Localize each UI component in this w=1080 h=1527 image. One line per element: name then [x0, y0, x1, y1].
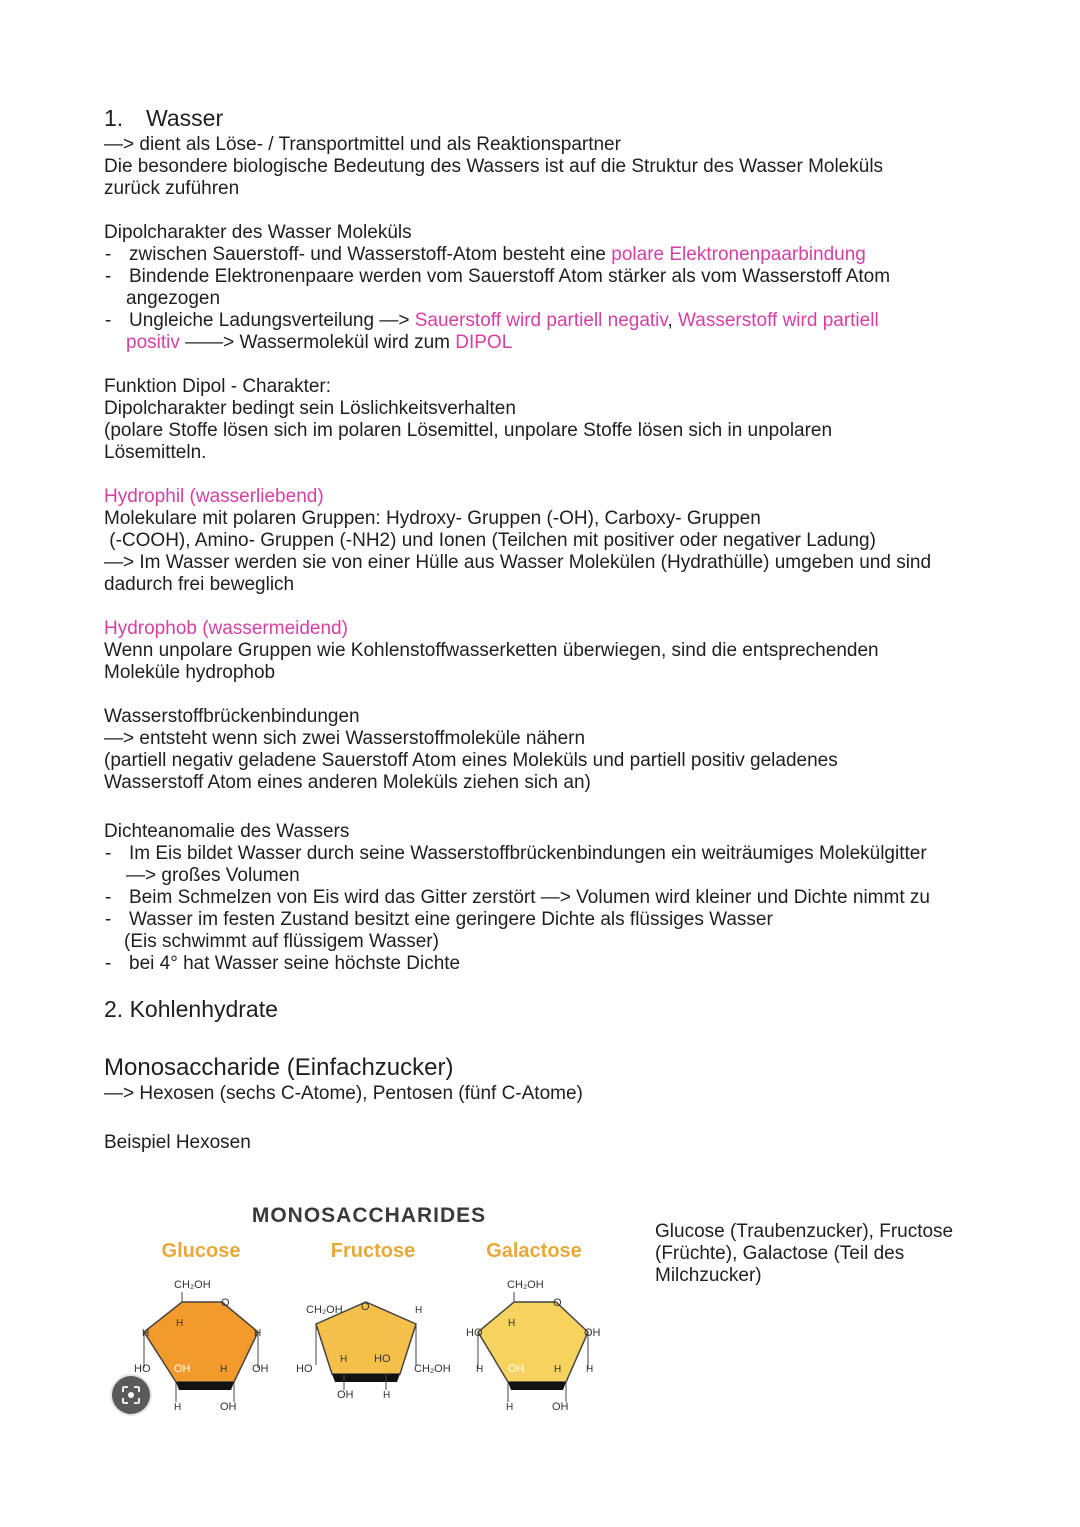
hydrophil-line: —> Im Wasser werden sie von einer Hülle aus Wasser Molekülen (Hydrathülle) umgeben und sind	[104, 552, 932, 573]
section-1-heading	[104, 104, 1004, 132]
bruecken-heading: Wasserstoffbrückenbindungen	[104, 706, 360, 727]
hydrophob-line: Wenn unpolare Gruppen wie Kohlenstoffwasserketten überwiegen, sind die entsprechenden	[104, 640, 879, 661]
document-page	[104, 104, 1004, 1154]
section-2-title: 2. Kohlenhydrate	[104, 996, 278, 1022]
bullet-continuation: —> großes Volumen	[126, 865, 300, 886]
highlight-text: Wasserstoff wird partiell	[678, 310, 879, 331]
monosaccharides-figure	[104, 1190, 624, 1430]
glucose-ring	[144, 1302, 258, 1382]
dipol-bullet-1	[104, 244, 1004, 266]
monosaccharide-line: —> Hexosen (sechs C-Atome), Pentosen (fünf C-Atome)	[104, 1083, 583, 1104]
dipol-bullet-2: - Bindende Elektronenpaare werden vom Sauerstoff Atom stärker als vom Wasserstoff Atom	[104, 266, 1004, 288]
oxygen-label: O	[553, 1297, 562, 1309]
hydrophob-line: Moleküle hydrophob	[104, 662, 276, 683]
hydroxyl-label: OH	[337, 1389, 354, 1401]
hydrogen-label: H	[254, 1328, 262, 1339]
hydrogen-label: H	[340, 1354, 348, 1365]
glucose-label: Glucose	[161, 1240, 241, 1262]
bruecken-line: Wasserstoff Atom eines anderen Moleküls ziehen sich an)	[104, 772, 591, 793]
hydrophil-heading: Hydrophil (wasserliebend)	[104, 486, 324, 507]
lens-search-button[interactable]	[112, 1376, 150, 1414]
hydrogen-label: H	[476, 1364, 484, 1375]
funktion-line: (polare Stoffe lösen sich im polaren Lösemittel, unpolare Stoffe lösen sich in unpolaren	[104, 420, 833, 441]
intro-line: Die besondere biologische Bedeutung des Wassers ist auf die Struktur des Wasser Moleküls	[104, 156, 884, 177]
hydrogen-label: H	[174, 1402, 182, 1413]
ch2oh-label: CH₂OH	[306, 1304, 343, 1316]
caption-line: Glucose (Traubenzucker), Fructose	[655, 1221, 954, 1242]
hydrogen-label: H	[415, 1305, 423, 1316]
funktion-heading: Funktion Dipol - Charakter:	[104, 376, 332, 397]
hydrogen-label: H	[176, 1318, 184, 1329]
hydrogen-label: H	[586, 1364, 594, 1375]
hydroxyl-label: OH	[584, 1327, 601, 1339]
hydrogen-label: H	[508, 1318, 516, 1329]
bullet-continuation	[104, 332, 1004, 354]
bruecken-line: —> entsteht wenn sich zwei Wasserstoffmoleküle nähern	[104, 728, 586, 749]
ch2oh-label: CH₂OH	[174, 1279, 211, 1291]
dichte-bullet-2: - Beim Schmelzen von Eis wird das Gitter zerstört —> Volumen wird kleiner und Dichte nimmt zu	[104, 887, 1004, 909]
section-1-number: 1.	[104, 105, 124, 131]
hydroxyl-label: HO	[466, 1327, 483, 1339]
highlight-text: DIPOL	[455, 332, 513, 353]
hydroxyl-label: HO	[296, 1363, 313, 1375]
hydrophob-heading: Hydrophob (wassermeidend)	[104, 618, 348, 639]
bullet-text: ——> Wassermolekül wird zum	[179, 332, 456, 353]
highlight-text: positiv	[126, 332, 180, 353]
dichte-heading: Dichteanomalie des Wassers	[104, 821, 350, 842]
caption-line: (Früchte), Galactose (Teil des	[655, 1243, 905, 1264]
hydroxyl-label: OH	[252, 1363, 269, 1375]
glucose-ring-edge	[176, 1382, 234, 1390]
oxygen-label: O	[221, 1297, 230, 1309]
monosaccharides-illustration	[104, 1190, 624, 1430]
hydroxyl-label: OH	[174, 1363, 191, 1375]
highlight-text: polare Elektronenpaarbindung	[611, 244, 866, 265]
figure-title: MONOSACCHARIDES	[251, 1204, 487, 1227]
oxygen-label: O	[361, 1301, 370, 1313]
bullet-text: zwischen Sauerstoff- und Wasserstoff-Atom besteht eine	[129, 244, 612, 265]
ch2oh-label: CH₂OH	[414, 1363, 451, 1375]
caption-line: Milchzucker)	[655, 1265, 762, 1286]
hydrogen-label: H	[506, 1402, 514, 1413]
hydrogen-label: H	[142, 1328, 150, 1339]
galactose-ring-edge	[508, 1382, 566, 1390]
figure-caption	[655, 1221, 985, 1287]
section-1-title: Wasser	[146, 105, 224, 131]
example-label: Beispiel Hexosen	[104, 1132, 251, 1153]
galactose-label: Galactose	[486, 1240, 582, 1262]
lens-icon	[121, 1385, 141, 1405]
fructose-label: Fructose	[330, 1240, 416, 1262]
bruecken-line: (partiell negativ geladene Sauerstoff Atom eines Moleküls und partiell positiv geladenes	[104, 750, 838, 771]
highlight-text: Sauerstoff wird partiell negativ	[414, 310, 668, 331]
ch2oh-label: CH₂OH	[507, 1279, 544, 1291]
hydrogen-label: H	[383, 1390, 391, 1401]
fructose-ring-edge	[332, 1374, 400, 1382]
bullet-text: ,	[667, 310, 679, 331]
dichte-bullet-1: - Im Eis bildet Wasser durch seine Wasserstoffbrückenbindungen ein weiträumiges Molekülgitter	[104, 843, 1004, 865]
glucose-molecule	[134, 1279, 269, 1413]
bullet-text: Ungleiche Ladungsverteilung —>	[129, 310, 415, 331]
hydroxyl-label: HO	[374, 1353, 391, 1365]
hydrogen-label: H	[554, 1364, 562, 1375]
galactose-molecule	[466, 1279, 601, 1413]
funktion-line: Lösemitteln.	[104, 442, 207, 463]
hydrophil-line: Molekulare mit polaren Gruppen: Hydroxy- Gruppen (-OH), Carboxy- Gruppen	[104, 508, 761, 529]
galactose-ring	[478, 1302, 588, 1382]
dichte-bullet-3: - Wasser im festen Zustand besitzt eine geringere Dichte als flüssiges Wasser	[104, 909, 1004, 931]
fructose-molecule	[296, 1301, 451, 1401]
hydrophil-line: dadurch frei beweglich	[104, 574, 295, 595]
funktion-line: Dipolcharakter bedingt sein Löslichkeitsverhalten	[104, 398, 516, 419]
intro-line: —> dient als Löse- / Transportmittel und als Reaktionspartner	[104, 134, 621, 155]
monosaccharide-heading: Monosaccharide (Einfachzucker)	[104, 1054, 454, 1081]
intro-line: zurück zuführen	[104, 178, 240, 199]
hydroxyl-label: OH	[220, 1401, 237, 1413]
dipol-heading: Dipolcharakter des Wasser Moleküls	[104, 222, 412, 243]
hydrogen-label: H	[220, 1364, 228, 1375]
bullet-continuation: (Eis schwimmt auf flüssigem Wasser)	[124, 931, 439, 952]
hydroxyl-label: HO	[134, 1363, 151, 1375]
dipol-bullet-3	[104, 310, 1004, 332]
dichte-bullet-4: - bei 4° hat Wasser seine höchste Dichte	[104, 953, 1004, 975]
bullet-continuation: angezogen	[126, 288, 221, 309]
hydroxyl-label: OH	[552, 1401, 569, 1413]
hydrophil-line: (-COOH), Amino- Gruppen (-NH2) und Ionen (Teilchen mit positiver oder negativer Ladung)	[104, 530, 876, 551]
hydroxyl-label: OH	[508, 1363, 525, 1375]
